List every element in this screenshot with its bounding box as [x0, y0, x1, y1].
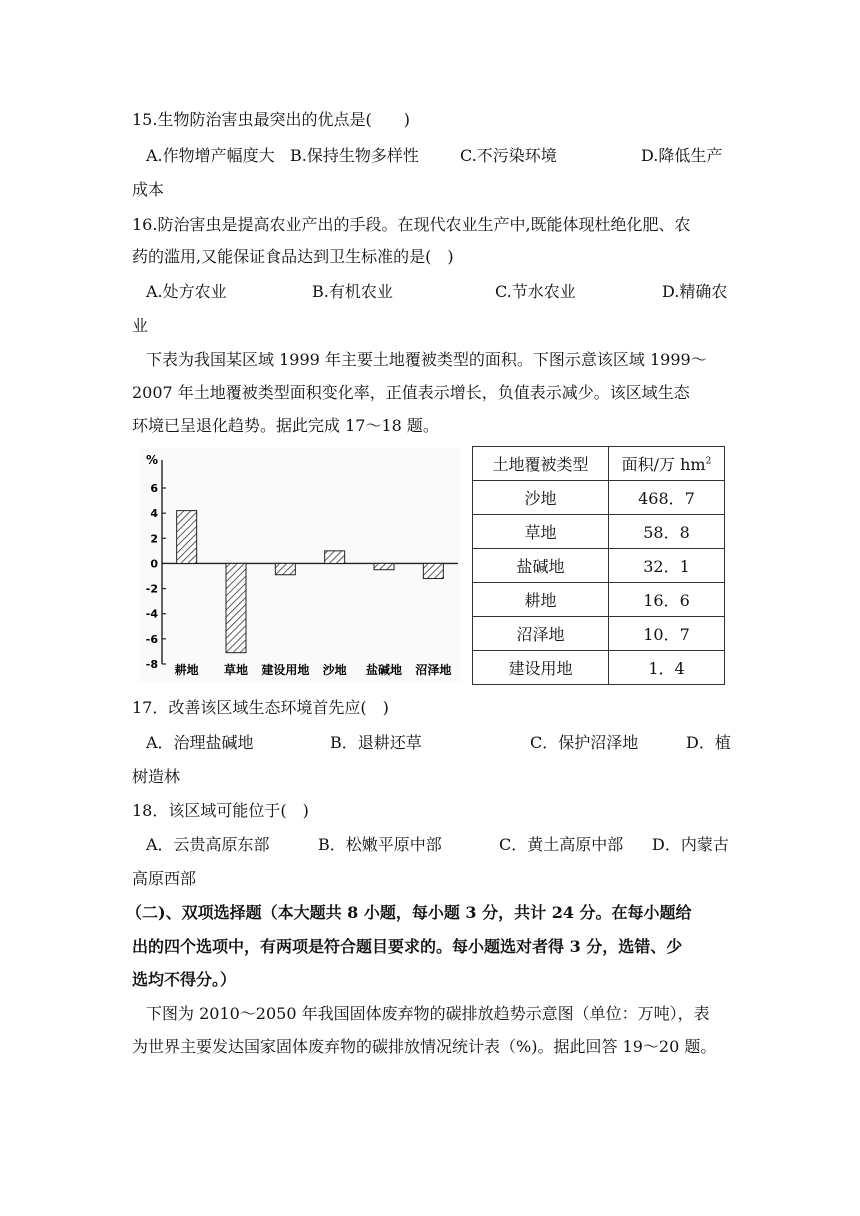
q16-option-a: A.处方农业	[146, 282, 227, 301]
row-area: 10．7	[609, 617, 725, 651]
y-tick-label: 4	[150, 507, 158, 521]
q16-option-b: B.有机农业	[312, 282, 393, 301]
x-category-label: 草地	[223, 663, 249, 677]
section2-line2: 出的四个选项中，有两项是符合题目要求的。每小题选对者得 3 分，选错、少	[132, 937, 683, 956]
header-area-label: 面积/万 hm	[621, 455, 706, 474]
x-category-label: 沙地	[322, 663, 347, 677]
q15-stem: 15.生物防治害虫最突出的优点是( )	[132, 110, 410, 129]
y-tick-label: -6	[145, 632, 158, 646]
row-area: 1．4	[609, 651, 725, 685]
q18-option-wrap: 高原西部	[132, 869, 197, 888]
x-category-label: 盐碱地	[365, 663, 403, 677]
table-row	[473, 651, 725, 685]
y-tick-label: 2	[150, 532, 158, 546]
q15-option-c: C.不污染环境	[460, 146, 557, 165]
q16-option-c: C.节水农业	[495, 282, 576, 301]
table-row	[473, 481, 725, 515]
land-change-bar-chart	[140, 448, 460, 682]
q16-stem-line2: 药的滥用,又能保证食品达到卫生标准的是( )	[132, 247, 454, 266]
bar-2	[226, 563, 246, 652]
q17-option-d: D．植	[686, 733, 731, 752]
bar-1	[177, 511, 197, 564]
table-header-row	[473, 447, 725, 481]
y-tick-label: 6	[150, 482, 158, 495]
y-axis-unit-label: %	[146, 453, 159, 467]
bar-5	[374, 563, 394, 569]
q16-option-wrap: 业	[132, 316, 149, 335]
q18-option-c: C．黄土高原中部	[499, 835, 624, 854]
q17-option-a: A．治理盐碱地	[146, 733, 254, 752]
table-row	[473, 583, 725, 617]
row-area: 468．7	[609, 481, 725, 515]
table-row	[473, 515, 725, 549]
x-category-label: 沼泽地	[415, 663, 452, 677]
x-category-label: 建设用地	[261, 663, 310, 677]
row-type: 沙地	[473, 481, 609, 515]
x-category-label: 耕地	[174, 663, 199, 677]
y-tick-label: -4	[145, 607, 158, 621]
q17-option-wrap: 树造林	[132, 767, 181, 786]
y-tick-label: -8	[145, 658, 158, 671]
q18-option-a: A．云贵高原东部	[146, 835, 270, 854]
row-type: 盐碱地	[473, 549, 609, 583]
q17-option-c: C．保护沼泽地	[530, 733, 639, 752]
row-type: 沼泽地	[473, 617, 609, 651]
row-type: 草地	[473, 515, 609, 549]
q17-option-b: B．退耕还草	[330, 733, 422, 752]
intro19-line1: 下图为 2010～2050 年我国固体废弃物的碳排放趋势示意图（单位：万吨），表	[146, 1004, 710, 1023]
q17-stem: 17．改善该区域生态环境首先应( )	[132, 698, 389, 717]
q15-option-a: A.作物增产幅度大	[146, 146, 275, 165]
q16-stem-line1: 16.防治害虫是提高农业产出的手段。在现代农业生产中,既能体现杜绝化肥、农	[132, 215, 691, 234]
y-tick-label: -2	[145, 582, 158, 596]
row-area: 16．6	[609, 583, 725, 617]
q15-option-wrap: 成本	[132, 180, 165, 199]
header-type: 土地覆被类型	[473, 447, 609, 481]
row-type: 建设用地	[473, 651, 609, 685]
intro17-line2: 2007 年土地覆被类型面积变化率，正值表示增长，负值表示减少。该区域生态	[132, 383, 690, 402]
bar-6	[423, 563, 443, 578]
intro19-line2: 为世界主要发达国家固体废弃物的碳排放情况统计表（%)。据此回答 19～20 题。	[132, 1037, 717, 1056]
chart-background	[140, 448, 460, 682]
y-tick-label: 0	[150, 557, 158, 571]
q18-option-b: B．松嫩平原中部	[318, 835, 442, 854]
row-area: 32．1	[609, 549, 725, 583]
bar-4	[325, 551, 345, 564]
q16-option-d: D.精确农	[662, 282, 728, 301]
q18-stem: 18．该区域可能位于( )	[132, 801, 309, 820]
header-area	[609, 447, 725, 481]
q18-option-d: D．内蒙古	[652, 835, 729, 854]
intro17-line3: 环境已呈退化趋势。据此完成 17～18 题。	[132, 416, 439, 435]
q15-option-d: D.降低生产	[641, 146, 723, 165]
section2-line3: 选均不得分。）	[132, 970, 237, 989]
row-type: 耕地	[473, 583, 609, 617]
table-row	[473, 549, 725, 583]
header-area-sup: 2	[705, 456, 712, 467]
intro17-line1: 下表为我国某区域 1999 年主要土地覆被类型的面积。下图示意该区域 1999～	[146, 350, 707, 369]
bar-3	[275, 563, 295, 574]
table-row	[473, 617, 725, 651]
section2-line1: （二)、双项选择题（本大题共 8 小题，每小题 3 分，共计 24 分。在每小题给	[126, 903, 692, 922]
row-area: 58．8	[609, 515, 725, 549]
q15-option-b: B.保持生物多样性	[290, 146, 419, 165]
land-cover-table	[472, 446, 725, 685]
